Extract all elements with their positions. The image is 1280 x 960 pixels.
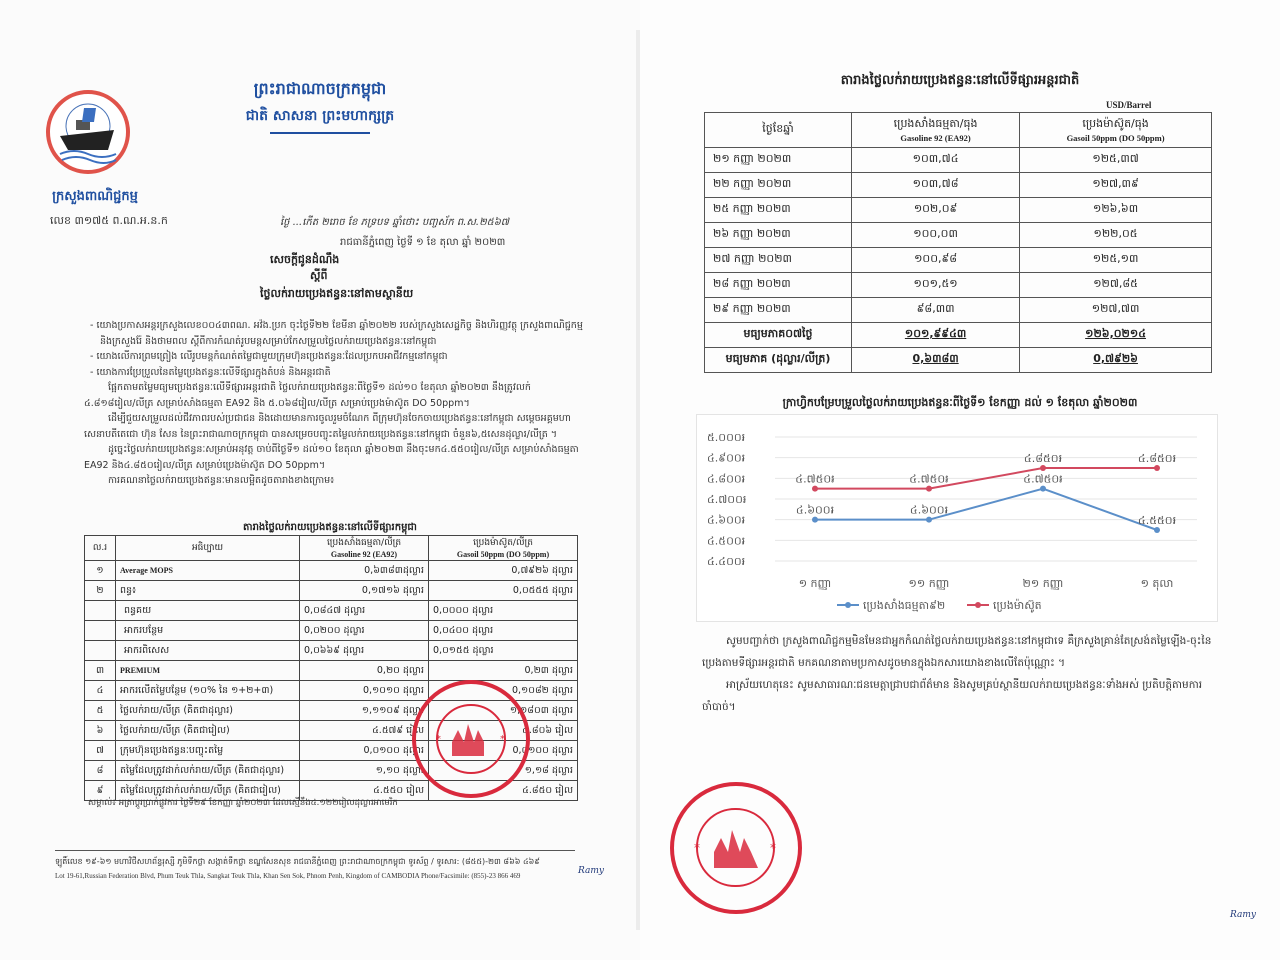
row-description: អាករលើតម្លៃបន្ថែម (១០% នៃ ១+២+៣) bbox=[116, 681, 300, 701]
row-gasoline-price: ១០៣,៧៨ bbox=[852, 173, 1020, 198]
row-diesel-value: ៤.៨០៦ រៀល bbox=[429, 721, 578, 741]
row-diesel-price: ១២៦,៦៣ bbox=[1020, 198, 1212, 223]
row-gasoline-value: ៤.៥៧៩ រៀល bbox=[300, 721, 429, 741]
row-diesel-price: ១២៧,៣៩ bbox=[1020, 173, 1212, 198]
row-diesel-value: 0,៧៩២៦ ដុល្លារ bbox=[429, 561, 578, 581]
col-diesel-en: Gasoil 50ppm (DO 50ppm) bbox=[456, 550, 550, 559]
price-chart bbox=[696, 414, 1218, 622]
row-gasoline-price: ១០២,០៩ bbox=[852, 198, 1020, 223]
lunar-date: ថ្ងៃ ...កើត ២រោច ខែ ភទ្របទ ឆ្នាំថោះ បញ្ចស័ក ព.ស.២៥៦៧ bbox=[280, 217, 510, 228]
row-diesel-value: 0,០៥៥៥ ដុល្លារ bbox=[429, 581, 578, 601]
row-diesel-value: 0,០០០០ ដុល្លារ bbox=[429, 601, 578, 621]
col-no: ល.រ bbox=[85, 536, 116, 561]
exchange-rate-note: សម្គាល់៖ អត្រាប្តូរប្រាក់ផ្លូវការ ថ្ងៃទី២៩ ខែកញ្ញា ឆ្នាំ២០២៣ ដែលស្មើនឹង៤.១២២រៀលដុល្លារអាមេរិក bbox=[88, 798, 398, 808]
col-gasoline-en: Gasoline 92 (EA92) bbox=[900, 133, 971, 143]
legend-marker bbox=[975, 602, 981, 608]
footer-divider bbox=[55, 850, 575, 851]
reference-number: លេខ ៣១៧៥ ព.ណ.អ.ន.ក bbox=[50, 214, 168, 227]
official-stamp bbox=[670, 782, 802, 914]
signature: Ramy bbox=[578, 866, 604, 876]
row-number bbox=[85, 641, 116, 661]
angkor-wat-icon bbox=[674, 786, 798, 910]
row-date: ២៩ កញ្ញា ២០២៣ bbox=[705, 298, 852, 323]
row-description: Average MOPS bbox=[116, 561, 300, 581]
y-tick-label: ៤.៦០០៛ bbox=[707, 513, 746, 527]
y-tick-label: ៤.៥០០៛ bbox=[707, 534, 746, 548]
table-row bbox=[705, 298, 1212, 323]
avg-l-label: មធ្យមភាគ (ដុល្លារ/លីត្រ) bbox=[705, 348, 852, 373]
row-gasoline-value: 0,២០ ដុល្លារ bbox=[300, 661, 429, 681]
col-diesel bbox=[429, 536, 578, 561]
row-gasoline-value: 0,១៧១៦ ដុល្លារ bbox=[300, 581, 429, 601]
data-label: ៤.៥៥០៛ bbox=[1137, 514, 1177, 527]
unit-label: USD/Barrel bbox=[1106, 100, 1152, 110]
row-gasoline-value: 0,០១០០ ដុល្លារ bbox=[300, 741, 429, 761]
row-number bbox=[85, 601, 116, 621]
row-date: ២៥ កញ្ញា ២០២៣ bbox=[705, 198, 852, 223]
row-date: ២៨ កញ្ញា ២០២៣ bbox=[705, 273, 852, 298]
data-point bbox=[1040, 486, 1046, 492]
row-number: ៣ bbox=[85, 661, 116, 681]
reference-2: - យោងលើការព្រមព្រៀង លើរូបមន្តកំណត់តម្លៃជាមួយក្រុមហ៊ុនប្រេងឥន្ធនៈដែលប្រកបអាជីវកម្មនៅកម្ពុជា bbox=[90, 351, 448, 362]
international-price-page bbox=[640, 0, 1280, 960]
x-tick-label: ១១ កញ្ញា bbox=[908, 577, 950, 590]
intl-price-table bbox=[704, 112, 1212, 373]
row-diesel-value: 0,២៣ ដុល្លារ bbox=[429, 661, 578, 681]
closing-paragraph: សូមបញ្ជាក់ថា ក្រសួងពាណិជ្ជកម្មមិនមែនជាអ្នកកំណត់ថ្លៃលក់រាយប្រេងឥន្ធនៈនៅកម្ពុជាទេ គឺក្រសួងគ្រាន់តែស្រង់តម្លៃឡើង-ចុះនៃប្រេងតាមទីផ្សារអន្តរជាតិ មកគណនាតាមប្រកាសដូចមានក្នុងឯកសារយោងខាងលើតែប៉ុណ្ណោះ ។ bbox=[702, 635, 1212, 669]
row-description: តម្លៃដែលត្រូវដាក់លក់រាយ/លីត្រ (គិតជារៀល) bbox=[116, 781, 300, 801]
col-gasoline-km: ប្រេងសាំងធម្មតា/ធុង bbox=[893, 117, 978, 130]
row-diesel-value: ៤.៨៥០ រៀល bbox=[429, 781, 578, 801]
row-number: ៩ bbox=[85, 781, 116, 801]
table-row bbox=[85, 561, 578, 581]
average-7day-row bbox=[705, 323, 1212, 348]
reference-1: - យោងប្រកាសអន្តរក្រសួងលេខ០០៤៣ពណ. អវ៉ង.ប្រក ចុះថ្ងៃទី២២ ខែមីនា ឆ្នាំ២០២២ របស់ក្រសួងសេដ្ឋកិច្ច និងហិរញ្ញវត្ថុ ក្រសួងពាណិជ្ជកម្ម និងក្រសួងរ៉ែ និងថាមពល ស្តីពីការកំណត់រូបមន្តសម្រាប់កែសម្រួលថ្លៃលក់រាយប្រេងឥន្ធនៈនៅកម្ពុជា bbox=[90, 320, 583, 347]
data-label: ៤.៨៥០៛ bbox=[1023, 452, 1063, 465]
about-heading: ស្តីពី bbox=[310, 269, 328, 282]
col-gasoline bbox=[852, 113, 1020, 148]
data-point bbox=[1040, 465, 1046, 471]
ministry-name: ក្រសួងពាណិជ្ជកម្ម bbox=[52, 189, 138, 204]
row-description: ពន្ធ៖ bbox=[116, 581, 300, 601]
svg-text:*: * bbox=[436, 734, 441, 745]
chart-title: ក្រាហ្វិកបម្រែបម្រួលថ្លៃលក់រាយប្រេងឥន្ធនៈពីថ្ងៃទី១ ខែកញ្ញា ដល់ ១ ខែតុលា ឆ្នាំ២០២៣ bbox=[782, 396, 1138, 409]
footer-address-en: Lot 19-61,Russian Federation Blvd, Phum Teuk Thla, Sangkat Teuk Thla, Khan Sen Sok, Phnom Penh, Kingdom of CAMBODIA Phone/Facsimile: (855)-23 866 469 bbox=[55, 872, 521, 880]
cambodia-table-title: តារាងថ្លៃលក់រាយប្រេងឥន្ធនៈនៅលើទីផ្សារកម្ពុជា bbox=[243, 522, 417, 533]
intl-table-title: តារាងថ្លៃលក់រាយប្រេងឥន្ធនៈនៅលើទីផ្សារអន្តរជាតិ bbox=[840, 73, 1080, 88]
avg-label: មធ្យមភាគ០៧ថ្ងៃ bbox=[705, 323, 852, 348]
ministry-logo bbox=[46, 90, 130, 174]
body-paragraph: ការគណនាថ្លៃលក់រាយប្រេងឥន្ធនៈមានលម្អិតដូចតារាងខាងក្រោម៖ bbox=[108, 475, 335, 486]
table-row bbox=[705, 273, 1212, 298]
x-tick-label: ២១ កញ្ញា bbox=[1022, 577, 1064, 590]
row-diesel-price: ១២៥,៣៧ bbox=[1020, 148, 1212, 173]
row-number: ៨ bbox=[85, 761, 116, 781]
kingdom-title: ព្រះរាជាណាចក្រកម្ពុជា bbox=[253, 79, 387, 98]
row-gasoline-value: 0,០៨៤៧ ដុល្លារ bbox=[300, 601, 429, 621]
row-number: ៦ bbox=[85, 721, 116, 741]
col-diesel bbox=[1020, 113, 1212, 148]
row-gasoline-price: ១០១,៥១ bbox=[852, 273, 1020, 298]
avg-l-diesel: 0,៧៩២៦ bbox=[1020, 348, 1212, 373]
x-tick-label: ១ កញ្ញា bbox=[798, 577, 832, 590]
table-row bbox=[85, 641, 578, 661]
row-diesel-price: ១២២,០៥ bbox=[1020, 223, 1212, 248]
angkor-wat-icon bbox=[416, 684, 526, 794]
row-gasoline-value: 0,១០១០ ដុល្លារ bbox=[300, 681, 429, 701]
row-description: ពន្ធគយ bbox=[116, 601, 300, 621]
official-stamp bbox=[412, 680, 530, 798]
data-label: ៤.៨៥០៛ bbox=[1137, 452, 1177, 465]
data-label: ៤.៧៥០៛ bbox=[1023, 472, 1063, 486]
reference-3: - យោងការប្រែប្រួលនៃតម្លៃប្រេងឥន្ធនៈលើទីផ្សារក្នុងតំបន់ និងអន្តរជាតិ bbox=[90, 366, 331, 378]
avg-diesel: ១២៦,០២១៤ bbox=[1020, 323, 1212, 348]
row-date: ២៦ កញ្ញា ២០២៣ bbox=[705, 223, 852, 248]
row-date: ២២ កញ្ញា ២០២៣ bbox=[705, 173, 852, 198]
row-gasoline-price: ១០០,០៣ bbox=[852, 223, 1020, 248]
body-paragraph: ដើម្បីជួយសម្រួលដល់ជីវភាពរបស់ប្រជាជន និងដោយមានការចូលរួមចំណែក ពីក្រុមហ៊ុនចែកចាយប្រេងឥន្ធនៈនៅកម្ពុជា សម្តេចអគ្គមហាសេនាបតីតេជោ ហ៊ុន សែន នៃព្រះរាជាណាចក្រកម្ពុជា បានសម្រេចបញ្ចុះតម្លៃលក់រាយប្រេងឥន្ធនៈនៅកម្ពុជា ចំនួន៦,៥សេនដុល្លារ/លីត្រ ។ bbox=[84, 413, 571, 440]
col-gasoline bbox=[300, 536, 429, 561]
closing-paragraph: អាស្រ័យហេតុនេះ សូមសាធារណៈជនមេត្តាជ្រាបជាព័ត៌មាន និងសូមគ្រប់ស្ថានីយលក់រាយប្រេងឥន្ធនៈទាំងអស់ ប្រតិបត្តិតាមការចាំបាច់។ bbox=[702, 679, 1203, 713]
table-row bbox=[705, 148, 1212, 173]
row-number: ៤ bbox=[85, 681, 116, 701]
row-description: ក្រុមហ៊ុនប្រេងឥន្ធនៈបញ្ចុះតម្លៃ bbox=[116, 741, 300, 761]
signature: Ramy bbox=[1230, 910, 1256, 920]
row-diesel-price: ១២៧,៧៣ bbox=[1020, 298, 1212, 323]
data-point bbox=[926, 517, 932, 523]
notice-body bbox=[84, 318, 584, 489]
row-gasoline-value: ១,១១០៩ ដុល្លារ bbox=[300, 701, 429, 721]
row-diesel-value: 0,០១៥៥ ដុល្លារ bbox=[429, 641, 578, 661]
legend-marker bbox=[845, 602, 851, 608]
svg-text:*: * bbox=[500, 734, 505, 745]
svg-text:*: * bbox=[694, 841, 700, 855]
row-description: ថ្លៃលក់រាយ/លីត្រ (គិតជារៀល) bbox=[116, 721, 300, 741]
col-description: អធិប្បាយ bbox=[116, 536, 300, 561]
y-tick-label: ៤.៧០០៛ bbox=[707, 493, 747, 506]
data-label: ៤.៧៥០៛ bbox=[795, 472, 835, 486]
y-tick-label: ៤.៨០០៛ bbox=[707, 472, 746, 486]
col-diesel-en: Gasoil 50ppm (DO 50ppm) bbox=[1066, 133, 1165, 143]
data-point bbox=[812, 517, 818, 523]
row-description: ថ្លៃលក់រាយ/លីត្រ (គិតជាដុល្លារ) bbox=[116, 701, 300, 721]
row-number: ៧ bbox=[85, 741, 116, 761]
row-number bbox=[85, 621, 116, 641]
data-point bbox=[1154, 465, 1160, 471]
row-gasoline-price: ១០៣,៧៤ bbox=[852, 148, 1020, 173]
footer-address-km: ឡូតិ៍លេខ ១៩-៦១ មហាវិថីសហព័ន្ធរុស្សី ភូមិទឹកថ្លា សង្កាត់ទឹកថ្លា ខណ្ឌសែនសុខ រាជធានីភ្នំពេញ ព្រះរាជាណាចក្រកម្ពុជា ទូរស័ព្ទ / ទូរសារ: (៨៥៥)-២៣ ៨៦៦ ៤៦៩ bbox=[55, 857, 540, 866]
y-tick-label: ៥.០០០៛ bbox=[707, 431, 746, 444]
row-gasoline-price: ៩៨,៣៣ bbox=[852, 298, 1020, 323]
data-point bbox=[1154, 527, 1160, 533]
table-row bbox=[705, 223, 1212, 248]
table-row bbox=[705, 198, 1212, 223]
col-diesel-km: ប្រេងម៉ាស៊ូត/លីត្រ bbox=[473, 538, 533, 548]
row-diesel-value: 0,០៤០០ ដុល្លារ bbox=[429, 621, 578, 641]
table-row bbox=[85, 621, 578, 641]
row-date: ២១ កញ្ញា ២០២៣ bbox=[705, 148, 852, 173]
national-motto: ជាតិ សាសនា ព្រះមហាក្សត្រ bbox=[245, 108, 395, 124]
col-date: ថ្ងៃខែឆ្នាំ bbox=[705, 113, 852, 148]
row-diesel-value: ១,១៨ ដុល្លារ bbox=[429, 761, 578, 781]
row-date: ២៧ កញ្ញា ២០២៣ bbox=[705, 248, 852, 273]
row-gasoline-price: ១០០,៩៨ bbox=[852, 248, 1020, 273]
avg-gasoline: ១០១,៩៩៤៣ bbox=[852, 323, 1020, 348]
legend-label: ប្រេងសាំងធម្មតា៩២ bbox=[863, 599, 946, 612]
col-diesel-km: ប្រេងម៉ាស៊ូត/ធុង bbox=[1082, 117, 1149, 130]
row-description: តម្លៃដែលត្រូវដាក់លក់រាយ/លីត្រ (គិតជាដុល្លារ) bbox=[116, 761, 300, 781]
notice-heading: សេចក្តីជូនដំណឹង bbox=[270, 253, 340, 266]
row-description: PREMIUM bbox=[116, 661, 300, 681]
data-label: ៤.៧៥០៛ bbox=[909, 472, 949, 486]
data-label: ៤.៦០០៛ bbox=[909, 503, 949, 517]
row-description: អាករបន្ថែម bbox=[116, 621, 300, 641]
row-number: ២ bbox=[85, 581, 116, 601]
y-tick-label: ៤.៤០០៛ bbox=[707, 555, 746, 568]
data-point bbox=[812, 486, 818, 492]
body-paragraph: ដូច្នេះថ្លៃលក់រាយប្រេងឥន្ធនៈសម្រាប់អនុវត្ត ចាប់ពីថ្ងៃទី១ ដល់១០ ខែតុលា ឆ្នាំ២០២៣ នឹងចុះមក៤.៥៥០រៀល/លីត្រ សម្រាប់សាំងធម្មតា EA92 និង៤.៨៥០រៀល/លីត្រ សម្រាប់ប្រេងម៉ាស៊ូត DO 50ppm។ bbox=[84, 444, 579, 471]
row-gasoline-value: ៤.៥៥០ រៀល bbox=[300, 781, 429, 801]
series-line-gasoline bbox=[815, 489, 1157, 530]
row-gasoline-value: 0,៦៣៨៣ដុល្លារ bbox=[300, 561, 429, 581]
row-number: ១ bbox=[85, 561, 116, 581]
average-per-liter-row bbox=[705, 348, 1212, 373]
table-row bbox=[85, 601, 578, 621]
body-paragraph: ផ្អែកតាមតម្លៃមធ្យមប្រេងឥន្ធនៈលើទីផ្សារអន្តរជាតិ ថ្លៃលក់រាយប្រេងឥន្ធនៈពីថ្ងៃទី១ ដល់១០ ខែតុលា ឆ្នាំ២០២៣ នឹងត្រូវលក់ ៤.៨១៨រៀល/លីត្រ សម្រាប់សាំងធម្មតា EA92 និង ៥.០៦៨រៀល/លីត្រ សម្រាប់ប្រេងម៉ាស៊ូត DO 50ppm។ bbox=[84, 382, 531, 409]
legend-label: ប្រេងម៉ាស៊ូត bbox=[993, 599, 1042, 612]
row-description: អាករពិសេស bbox=[116, 641, 300, 661]
row-number: ៥ bbox=[85, 701, 116, 721]
table-row bbox=[705, 248, 1212, 273]
closing-text bbox=[702, 630, 1222, 718]
row-diesel-value: 0,០១០០ ដុល្លារ bbox=[429, 741, 578, 761]
row-diesel-value: ១,១៨០៣ ដុល្លារ bbox=[429, 701, 578, 721]
price-line-chart bbox=[697, 415, 1217, 621]
table-row bbox=[85, 661, 578, 681]
col-gasoline-km: ប្រេងសាំងធម្មតា/លីត្រ bbox=[326, 538, 402, 548]
row-diesel-value: 0,១០៨២ ដុល្លារ bbox=[429, 681, 578, 701]
x-tick-label: ១ តុលា bbox=[1140, 577, 1174, 590]
row-gasoline-value: 0,០៦៦៩ ដុល្លារ bbox=[300, 641, 429, 661]
issue-date: រាជធានីភ្នំពេញ ថ្ងៃទី ១ ខែ តុលា ឆ្នាំ ២០២៣ bbox=[340, 237, 506, 248]
data-label: ៤.៦០០៛ bbox=[795, 503, 835, 517]
data-point bbox=[926, 486, 932, 492]
row-gasoline-value: 0,០២០០ ដុល្លារ bbox=[300, 621, 429, 641]
table-row bbox=[705, 173, 1212, 198]
table-row bbox=[85, 581, 578, 601]
row-gasoline-value: ១,១០ ដុល្លារ bbox=[300, 761, 429, 781]
ornament-divider bbox=[270, 132, 370, 134]
avg-l-gasoline: 0,៦៣៨៣ bbox=[852, 348, 1020, 373]
subject-heading: ថ្លៃលក់រាយប្រេងឥន្ធនៈនៅតាមស្ថានីយ bbox=[260, 287, 414, 300]
svg-text:*: * bbox=[770, 841, 776, 855]
row-diesel-price: ១២៥,១៣ bbox=[1020, 248, 1212, 273]
row-diesel-price: ១២៧,៨៥ bbox=[1020, 273, 1212, 298]
y-tick-label: ៤.៩០០៛ bbox=[707, 451, 746, 465]
col-gasoline-en: Gasoline 92 (EA92) bbox=[330, 550, 398, 559]
